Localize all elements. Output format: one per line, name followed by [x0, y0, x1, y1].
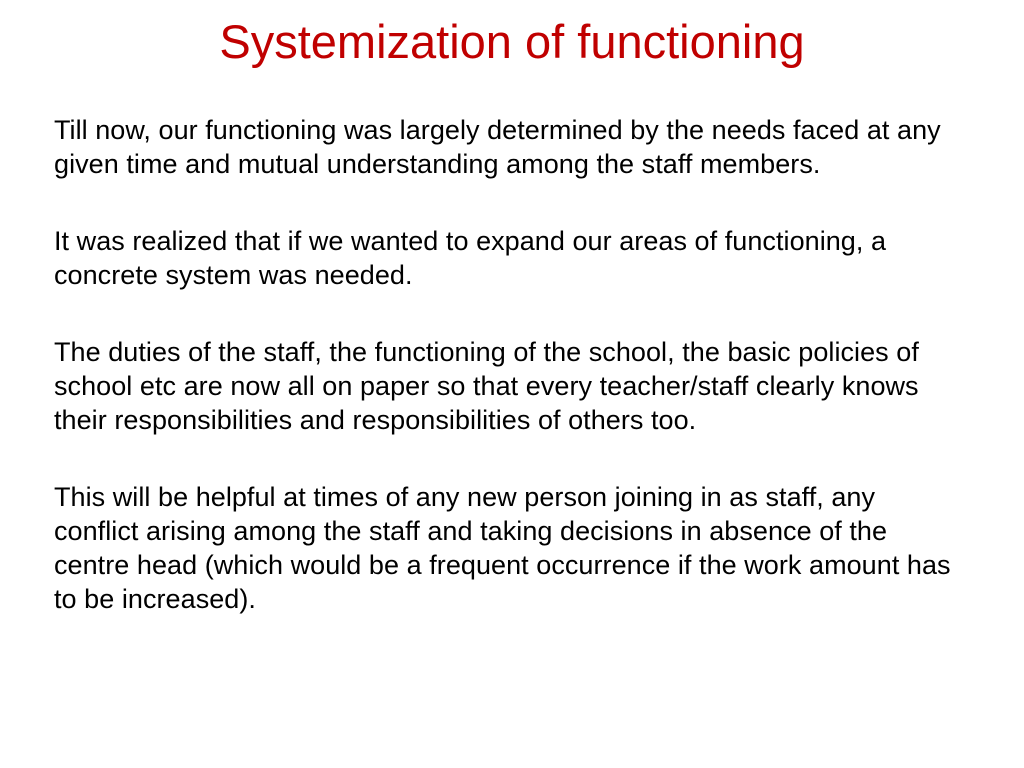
paragraph-duties: The duties of the staff, the functioning of the school, the basic policies of school etc are now all on paper so that every teacher/staff clearly knows their responsibilities and responsibilities of others too. — [54, 337, 919, 435]
slide-body — [54, 113, 959, 616]
slide-title: Systemization of functioning — [219, 15, 805, 68]
paragraph-system: It was realized that if we wanted to expand our areas of functioning, a concrete system was needed. — [54, 226, 887, 290]
paragraph-benefits: This will be helpful at times of any new person joining in as staff, any conflict arising among the staff and taking decisions in absence of the centre head (which would be a frequent occurrence if the work amount has to be increased). — [54, 482, 951, 614]
paragraph-needs: Till now, our functioning was largely determined by the needs faced at any given time and mutual understanding among the staff members. — [54, 115, 941, 179]
